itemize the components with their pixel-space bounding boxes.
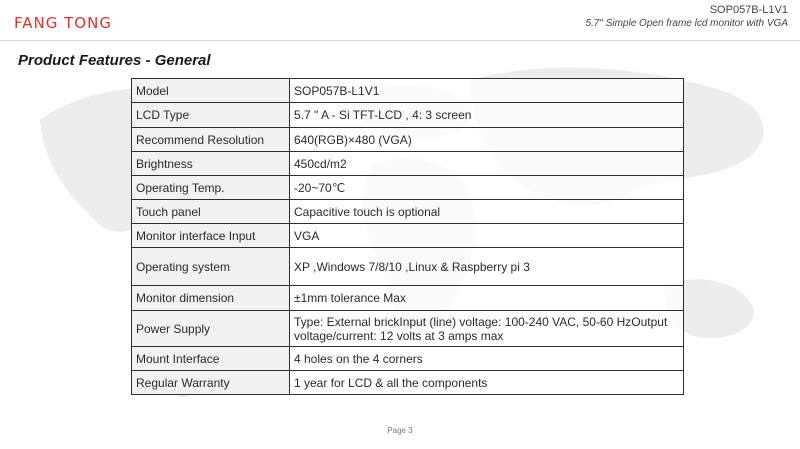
feature-key: Operating system xyxy=(132,248,290,286)
table-row xyxy=(132,103,684,128)
feature-key: Mount Interface xyxy=(132,347,290,371)
feature-key: Touch panel xyxy=(132,200,290,224)
brand-logo: FANG TONG xyxy=(14,14,112,32)
feature-value: Capacitive touch is optional xyxy=(290,200,684,224)
feature-value: -20~70℃ xyxy=(290,176,684,200)
feature-key: LCD Type xyxy=(132,103,290,128)
table-row xyxy=(132,286,684,311)
feature-key: Brightness xyxy=(132,152,290,176)
model-code: SOP057B-L1V1 xyxy=(709,4,788,16)
feature-value: ±1mm tolerance Max xyxy=(290,286,684,311)
features-table xyxy=(131,78,684,395)
feature-key: Model xyxy=(132,79,290,103)
table-row xyxy=(132,79,684,103)
feature-key: Power Supply xyxy=(132,311,290,347)
feature-key: Monitor interface Input xyxy=(132,224,290,248)
table-row xyxy=(132,200,684,224)
table-row xyxy=(132,311,684,347)
feature-value: XP ,Windows 7/8/10 ,Linux & Raspberry pi 3 xyxy=(290,248,684,286)
feature-key: Regular Warranty xyxy=(132,371,290,395)
feature-value: 5.7 " A - Si TFT-LCD , 4: 3 screen xyxy=(290,103,684,128)
feature-value: SOP057B-L1V1 xyxy=(290,79,684,103)
table-row xyxy=(132,371,684,395)
table-row xyxy=(132,248,684,286)
table-row xyxy=(132,224,684,248)
header-info xyxy=(585,3,788,31)
feature-value: 4 holes on the 4 corners xyxy=(290,347,684,371)
table-row xyxy=(132,347,684,371)
table-row xyxy=(132,128,684,152)
section-title: Product Features - General xyxy=(18,52,211,69)
feature-value: 450cd/m2 xyxy=(290,152,684,176)
header-divider xyxy=(0,40,800,41)
feature-key: Recommend Resolution xyxy=(132,128,290,152)
feature-value: 640(RGB)×480 (VGA) xyxy=(290,128,684,152)
feature-value: 1 year for LCD & all the components xyxy=(290,371,684,395)
feature-value: Type: External brickInput (line) voltage: 100-240 VAC, 50-60 HzOutput voltage/current: 12 volts at 3 amps max xyxy=(290,311,684,347)
feature-key: Monitor dimension xyxy=(132,286,290,311)
table-row xyxy=(132,176,684,200)
page-number: Page 3 xyxy=(387,426,413,435)
document-subtitle: 5.7" Simple Open frame lcd monitor with VGA xyxy=(585,18,788,29)
feature-value: VGA xyxy=(290,224,684,248)
table-row xyxy=(132,152,684,176)
feature-key: Operating Temp. xyxy=(132,176,290,200)
